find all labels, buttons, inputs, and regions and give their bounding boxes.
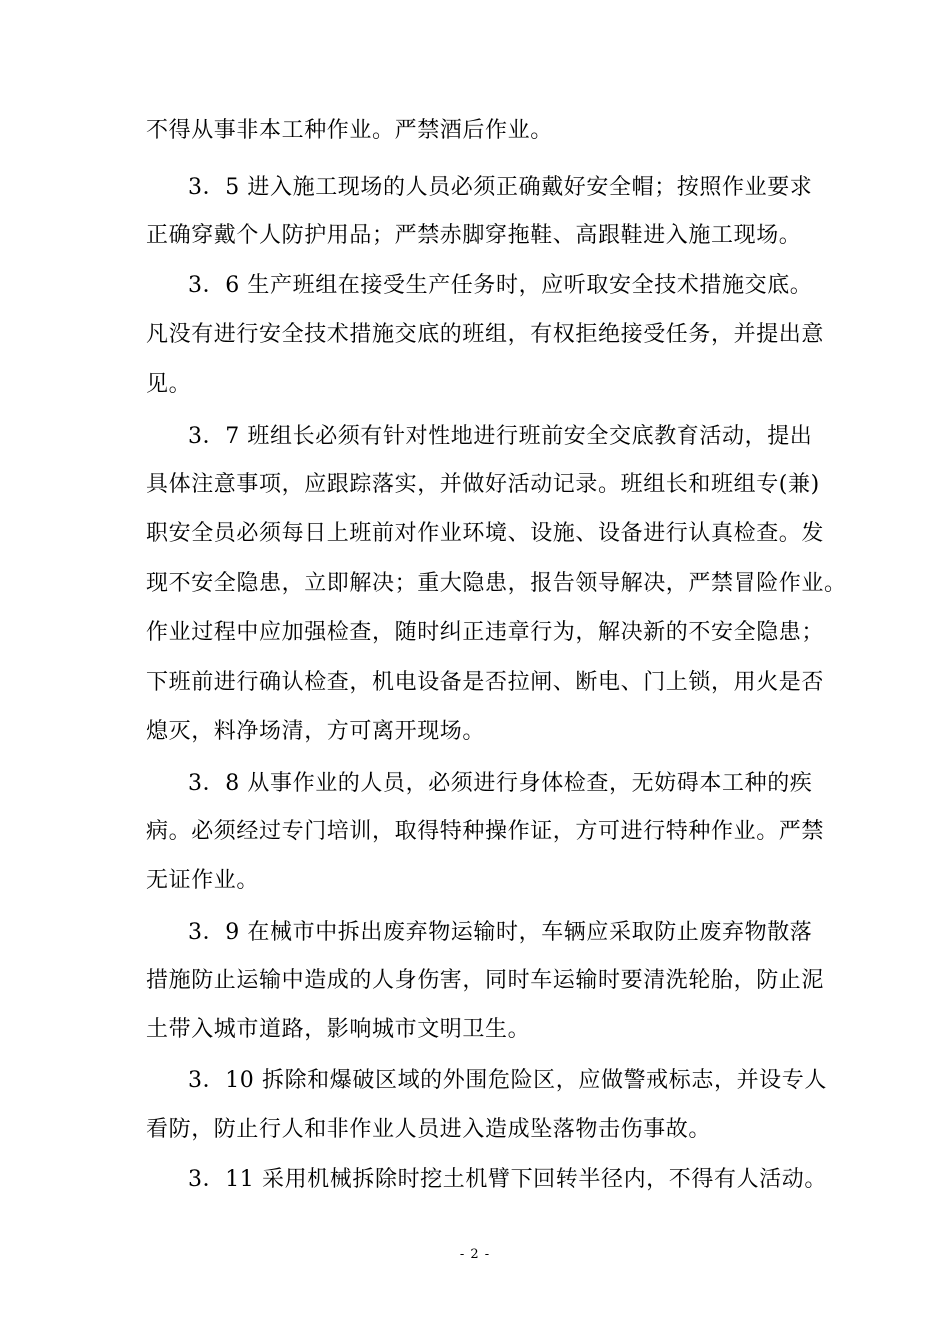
text-line: 下班前进行确认检查，机电设备是否拉闸、断电、门上锁，用火是否 bbox=[146, 670, 825, 695]
text-line: 看防，防止行人和非作业人员进入造成坠落物击伤事故。 bbox=[146, 1117, 712, 1142]
text-line: 职安全员必须每日上班前对作业环境、设施、设备进行认真检查。发 bbox=[146, 521, 825, 546]
text-line: 3．10 拆除和爆破区域的外围危险区，应做警戒标志，并设专人 bbox=[188, 1068, 827, 1093]
text-line: 3．11 采用机械拆除时挖土机臂下回转半径内，不得有人活动。 bbox=[188, 1167, 827, 1192]
text-line: 3．8 从事作业的人员，必须进行身体检查，无妨碍本工种的疾 bbox=[188, 771, 813, 796]
text-line: 凡没有进行安全技术措施交底的班组，有权拒绝接受任务，并提出意 bbox=[146, 322, 825, 347]
text-line: 土带入城市道路，影响城市文明卫生。 bbox=[146, 1017, 531, 1042]
text-line: 正确穿戴个人防护用品；严禁赤脚穿拖鞋、高跟鞋进入施工现场。 bbox=[146, 223, 802, 248]
text-line: 3．7 班组长必须有针对性地进行班前安全交底教育活动，提出 bbox=[188, 424, 813, 449]
text-line: 具体注意事项，应跟踪落实，并做好活动记录。班组长和班组专(兼) bbox=[146, 472, 820, 497]
text-line: 熄灭，料净场清，方可离开现场。 bbox=[146, 719, 486, 744]
text-line: 3．5 进入施工现场的人员必须正确戴好安全帽；按照作业要求 bbox=[188, 175, 813, 200]
text-line: 不得从事非本工种作业。严禁酒后作业。 bbox=[146, 118, 553, 143]
text-line: 3．9 在械市中拆出废弃物运输时，车辆应采取防止废弃物散落 bbox=[188, 920, 813, 945]
text-line: 作业过程中应加强检查，随时纠正违章行为，解决新的不安全隐患； bbox=[146, 620, 825, 645]
page-number: - 2 - bbox=[459, 1247, 491, 1262]
text-line: 措施防止运输中造成的人身伤害，同时车运输时要清洗轮胎，防止泥 bbox=[146, 968, 825, 993]
text-line: 病。必须经过专门培训，取得特种操作证，方可进行特种作业。严禁 bbox=[146, 819, 825, 844]
text-line: 3．6 生产班组在接受生产任务时，应听取安全技术措施交底。 bbox=[188, 273, 813, 298]
text-line: 现不安全隐患，立即解决；重大隐患，报告领导解决，严禁冒险作业。 bbox=[146, 571, 847, 596]
text-line: 无证作业。 bbox=[146, 868, 260, 893]
text-line: 见。 bbox=[146, 372, 192, 397]
